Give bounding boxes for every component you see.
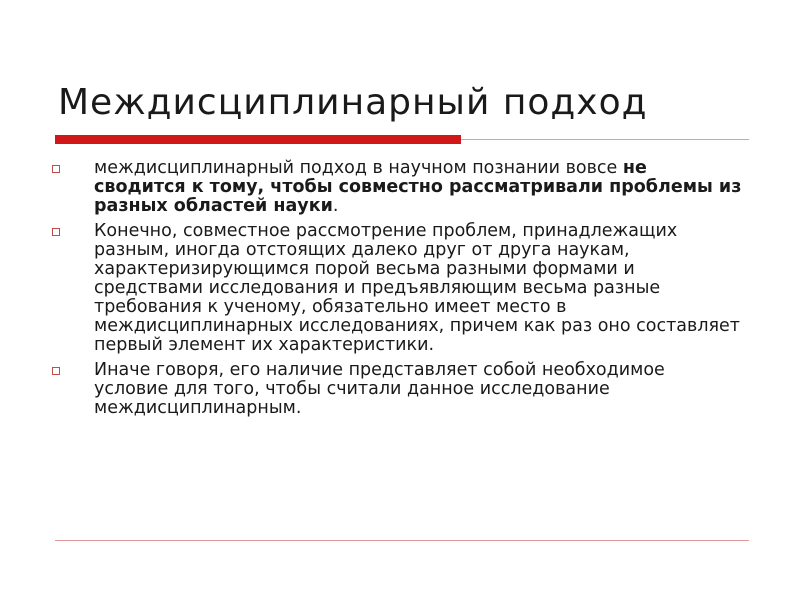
bullet-list bbox=[52, 159, 742, 424]
bullet-text-2: Конечно, совместное рассмотрение проблем, принадлежащих разным, иногда отстоящих далеко друг от друга наукам, характеризирующимся порой весьма разными формами и средствами исследования и предъявляющим весьма разные требования к ученому, обязательно имеет место в междисциплинарных исследованиях, причем как раз оно составляет первый элемент их характеристики. bbox=[94, 221, 740, 355]
bullet-1-lead: междисциплинарный подход в научном познании вовсе bbox=[94, 158, 623, 178]
bullet-1-bold: не сводится к тому, чтобы совместно рассматривали проблемы из разных областей науки bbox=[94, 158, 742, 216]
bullet-item-3 bbox=[52, 361, 742, 418]
footer-divider-line bbox=[55, 540, 749, 541]
bullet-text-3: Иначе говоря, его наличие представляет собой необходимое условие для того, чтобы считали данное исследование междисциплинарным. bbox=[94, 360, 665, 418]
bullet-text-1 bbox=[94, 159, 742, 216]
bullet-1-tail: . bbox=[332, 196, 339, 216]
bullet-item-1 bbox=[52, 159, 742, 216]
bullet-item-2 bbox=[52, 222, 742, 355]
slide-title: Междисциплинарный подход bbox=[58, 82, 648, 123]
bullet-square-icon bbox=[52, 165, 60, 173]
title-accent-bar bbox=[55, 135, 461, 144]
bullet-square-icon bbox=[52, 367, 60, 375]
bullet-square-icon bbox=[52, 228, 60, 236]
